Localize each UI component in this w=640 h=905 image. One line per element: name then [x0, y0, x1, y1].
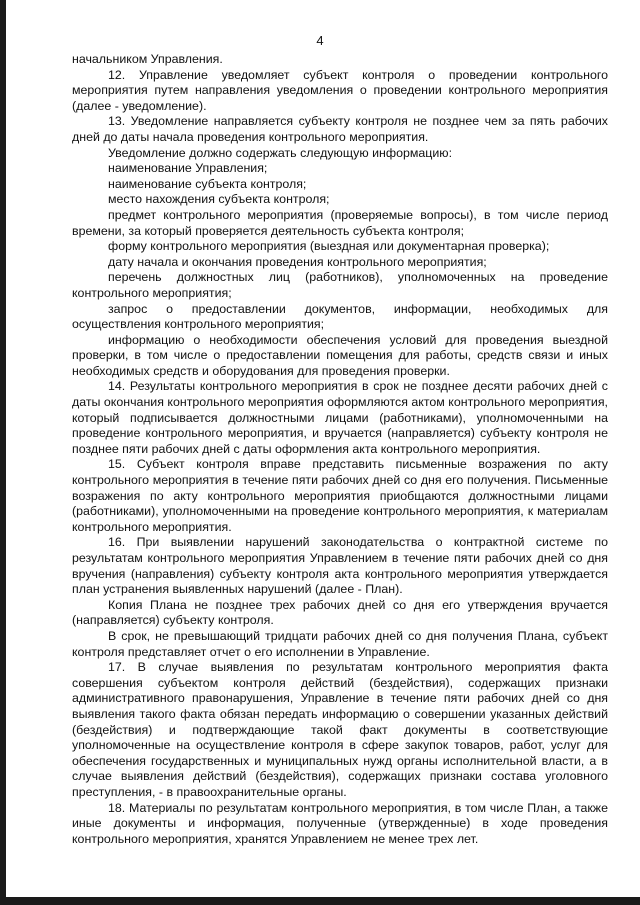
list-item: наименование субъекта контроля; [108, 176, 307, 191]
paragraph: 17. В случае выявления по результатам контрольного мероприятия факта совершения субъектом контроля действий (бездействия), содержащих признаки административного правонарушения, Управление в течение пяти рабочих дней со дня выявления такого факта обязан передать информацию о совершении указанных действий (бездействия) и подтверждающие такой факт документы в соответствующие уполномоченные на осуществление контроля в сфере закупок товаров, работ, услуг для обеспечения государственных и муниципальных нужд органы исполнительной власти, а в случае выявления действий (бездействия), содержащих признаки состава уголовного преступления, - в правоохранительные органы. [72, 660, 608, 799]
paragraph: 15. Субъект контроля вправе представить письменные возражения по акту контрольного мероприятия в течение пяти рабочих дней со дня его получения. Письменные возражения по акту контрольного мероприятия приобщаются должностными лицами (работниками), уполномоченными на проведение контрольного мероприятия, к материалам контрольного мероприятия. [72, 457, 608, 534]
paragraph: 14. Результаты контрольного мероприятия в срок не позднее десяти рабочих дней с даты окончания контрольного мероприятия оформляются актом контрольного мероприятия, который подписывается должностными лицами (работниками), уполномоченными на проведение контрольного мероприятия, и вручается (направляется) субъекту контроля не позднее пяти рабочих дней с даты оформления акта контрольного мероприятия. [72, 379, 608, 456]
scan-border-bottom [0, 897, 640, 905]
paragraph: Копия Плана не позднее трех рабочих дней со дня его утверждения вручается (направляется) субъекту контроля. [72, 597, 608, 628]
page-number: 4 [316, 33, 324, 48]
paragraph: 13. Уведомление направляется субъекту контроля не позднее чем за пять рабочих дней до даты начала проведения контрольного мероприятия. [72, 114, 608, 144]
list-item: дату начала и окончания проведения контрольного мероприятия; [108, 254, 487, 269]
list-item: форму контрольного мероприятия (выездная или документарная проверка); [108, 239, 550, 254]
paragraph: 18. Материалы по результатам контрольного мероприятия, в том числе План, а также иные документы и информация, полученные (утвержденные) в ходе проведения контрольного мероприятия, хранятся Управлением не менее трех лет. [72, 800, 608, 846]
paragraph: 16. При выявлении нарушений законодательства о контрактной системе по результатам контрольного мероприятия Управлением в течение пяти рабочих дней со дня вручения (направления) субъекту контроля акта контрольного мероприятия утверждается план устранения выявленных нарушений (далее - План). [72, 535, 608, 597]
paragraph: В срок, не превышающий тридцати рабочих дней со дня получения Плана, субъект контроля представляет отчет о его исполнении в Управление. [72, 628, 608, 659]
list-item: место нахождения субъекта контроля; [108, 192, 330, 207]
paragraph: 12. Управление уведомляет субъект контроля о проведении контрольного мероприятия путем направления уведомления о проведении контрольного мероприятия (далее - уведомление). [72, 67, 608, 113]
list-item: запрос о предоставлении документов, информации, необходимых для осуществления контрольного мероприятия; [72, 301, 608, 332]
list-item: информацию о необходимости обеспечения условий для проведения выездной проверки, в том числе о предоставлении помещения для работы, средств связи и иных необходимых средств и оборудования для проведения проверки. [72, 332, 608, 378]
paragraph: начальником Управления. [72, 52, 223, 66]
paragraph: Уведомление должно содержать следующую информацию: [108, 145, 453, 160]
scan-border-left [0, 0, 6, 898]
list-item: предмет контрольного мероприятия (проверяемые вопросы), в том числе период времени, за который проверяется деятельность субъекта контроля; [72, 207, 608, 238]
document-body [72, 52, 608, 847]
list-item: перечень должностных лиц (работников), уполномоченных на проведение контрольного мероприятия; [72, 270, 608, 300]
list-item: наименование Управления; [108, 161, 268, 176]
